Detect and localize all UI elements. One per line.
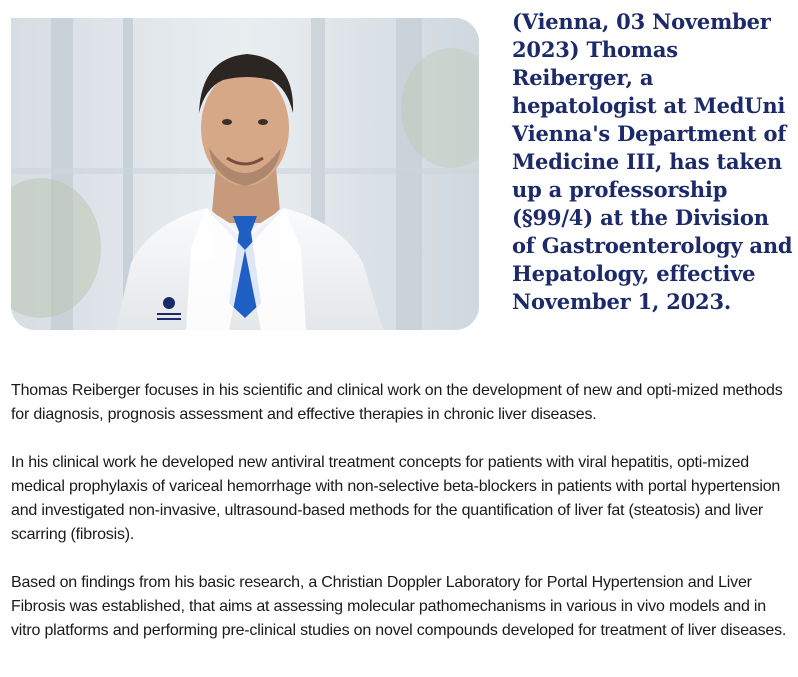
article-body: [11, 379, 793, 667]
body-paragraph: Based on findings from his basic research, a Christian Doppler Laboratory for Portal Hypertension and Liver Fibrosis was established, that aims at assessing molecular pathomechanisms in various in vivo models and in vitro platforms and performing pre-clinical studies on novel compounds developed for treatment of liver diseases.: [11, 574, 787, 639]
article-lead: (Vienna, 03 November 2023) Thomas Reiberger, a hepatologist at MedUni Vienna's Department of Medicine III, has taken up a professorship (§99/4) at the Division of Gastroenterology and Hepatology, effective November 1, 2023.: [512, 9, 793, 314]
body-paragraph: In his clinical work he developed new antiviral treatment concepts for patients with viral hepatitis, opti-mized medical prophylaxis of variceal hemorrhage with non-selective beta-blockers in patients with portal hypertension and investigated non-invasive, ultrasound-based methods for the quantification of liver fat (steatosis) and liver scarring (fibrosis).: [11, 454, 781, 543]
portrait-photo: [11, 18, 479, 330]
portrait-illustration: [11, 18, 479, 330]
body-paragraph: Thomas Reiberger focuses in his scientific and clinical work on the development of new and opti-mized methods for diagnosis, prognosis assessment and effective therapies in chronic liver diseases.: [11, 382, 783, 423]
